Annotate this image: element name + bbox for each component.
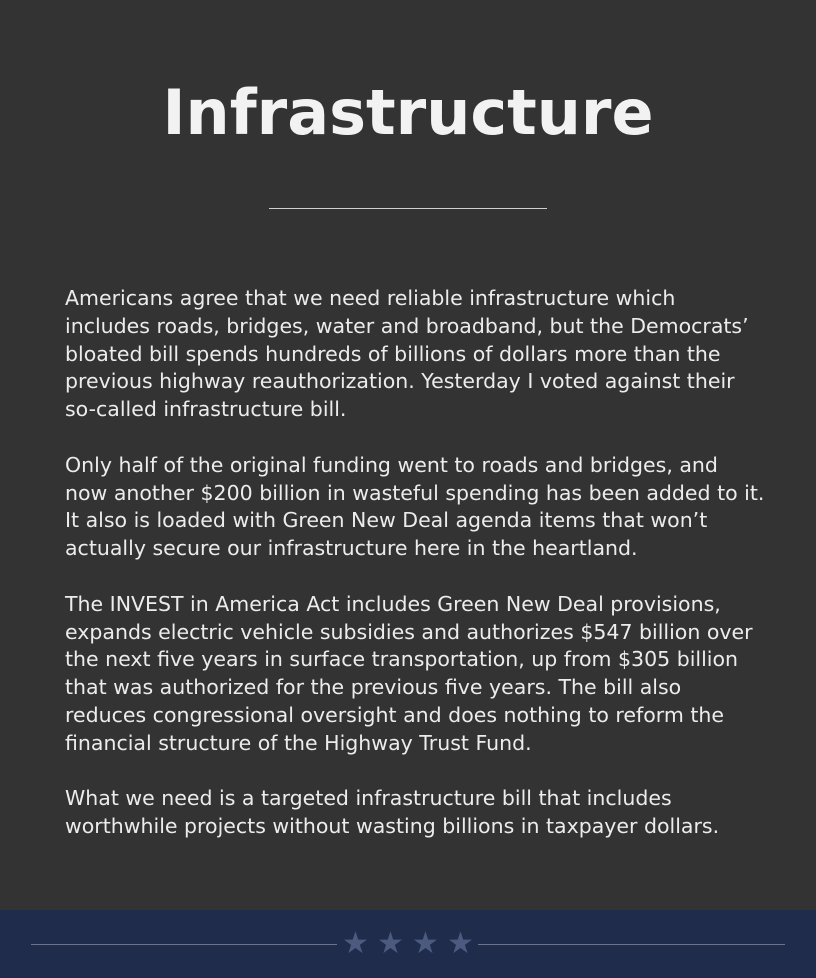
star-icon: ★ [377,926,404,961]
paragraph: The INVEST in America Act includes Green New Deal provisions, expands electric vehicle subsidies and authorizes $547 billion over the next five years in surface transportation, up from $305 billion that was authorized for the previous five years. The bill also reduces congressional oversight and does nothing to reform the financial structure of the Highway Trust Fund. [65,591,753,755]
star-icon: ★ [447,926,474,961]
star-icon: ★ [412,926,439,961]
paragraph: Americans agree that we need reliable infrastructure which includes roads, bridges, water and broadband, but the Democrats’ bloated bill spends hundreds of billions of dollars more than the previous highway reauthorization. Yesterday I voted against their so-called infrastructure bill. [65,286,749,422]
footer-stars [338,928,478,960]
footer-divider-right [478,944,785,945]
paragraph: What we need is a targeted infrastructure bill that includes worthwhile projects without wasting billions in taxpayer dollars. [65,786,720,839]
footer-band [0,910,816,978]
page-title: Infrastructure [162,76,654,149]
star-icon: ★ [342,926,369,961]
paragraph: Only half of the original funding went to roads and bridges, and now another $200 billion in wasteful spending has been added to it. It also is loaded with Green New Deal agenda items that won’t actually secure our infrastructure here in the heartland. [65,452,765,561]
footer-divider-left [31,944,337,945]
title-divider [269,208,547,209]
article-body [65,285,765,869]
